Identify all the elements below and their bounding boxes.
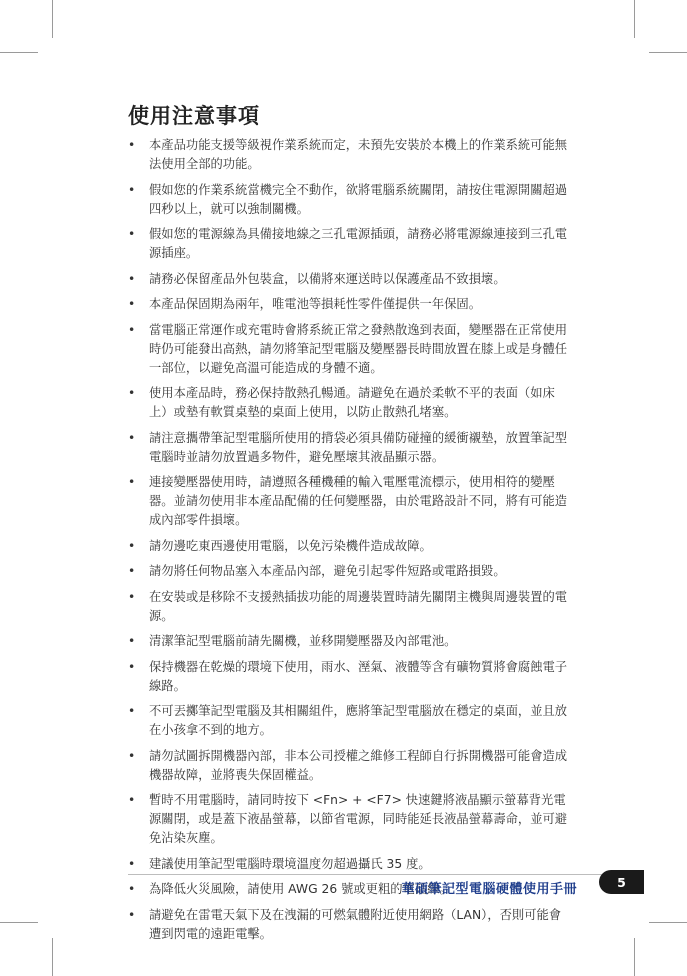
crop-mark [0,922,38,923]
crop-mark [52,0,53,38]
bullet-icon: • [128,475,136,489]
list-item-text: 假如您的作業系統當機完全不動作，欲將電腦系統關閉，請按住電源開關超過四秒以上，就可以強制關機。 [149,182,568,216]
list-item [128,562,568,581]
list-item-text: 請勿試圖拆開機器內部，非本公司授權之維修工程師自行拆開機器可能會造成機器故障，並將喪失保固權益。 [149,748,568,782]
list-item-text: 建議使用筆記型電腦時環境溫度勿超過攝氏 35 度。 [149,856,431,871]
bullet-icon: • [128,856,136,871]
list-item-text: 不可丟擲筆記型電腦及其相關組件，應將筆記型電腦放在穩定的桌面，並且放在小孩拿不到的地方。 [149,704,568,737]
precautions-list [128,136,568,950]
bullet-icon: • [128,634,136,648]
list-item [128,702,568,740]
footer-divider [128,874,644,875]
list-item-text: 請勿將任何物品塞入本產品內部，避免引起零件短路或電路損毀。 [149,564,506,578]
list-item [128,855,568,874]
bullet-icon: • [128,907,136,922]
list-item [128,181,568,219]
crop-mark [649,52,687,53]
bullet-icon: • [128,322,136,337]
list-item [128,384,568,422]
list-item [128,658,568,696]
list-item-text: 請注意攜帶筆記型電腦所使用的揹袋必須具備防碰撞的緩衝襯墊，放置筆記型電腦時並請勿放置過多物件，避免壓壞其液晶顯示器。 [149,430,568,464]
manual-title: 華碩筆記型電腦硬體使用手冊 [401,882,577,897]
list-item [128,906,568,944]
bullet-icon: • [128,182,136,197]
bullet-icon: • [128,538,136,553]
list-item [128,537,568,556]
list-item [128,321,568,378]
bullet-icon: • [128,297,136,311]
bullet-icon: • [128,589,136,604]
list-item [128,136,568,174]
crop-mark [634,938,635,976]
bullet-icon: • [128,430,136,445]
list-item-text: 請避免在雷電天氣下及在洩漏的可燃氣體附近使用網路（LAN），否則可能會遭到閃電的遠距電擊。 [149,907,562,941]
list-item [128,473,568,530]
list-item [128,225,568,263]
bullet-icon: • [128,748,136,763]
list-item-text: 保持機器在乾燥的環境下使用，雨水、溼氣、液體等含有礦物質將會腐蝕電子線路。 [149,659,568,693]
bullet-icon: • [128,659,136,674]
crop-mark [649,922,687,923]
list-item [128,588,568,626]
crop-mark [52,938,53,976]
bullet-icon: • [128,386,136,400]
crop-mark [0,52,38,53]
page-number: 5 [599,870,644,894]
list-item [128,429,568,467]
bullet-icon: • [128,138,136,152]
list-item-text: 使用本產品時，務必保持散熱孔暢通。請避免在過於柔軟不平的表面（如床上）或墊有軟質桌墊的桌面上使用，以防止散熱孔堵塞。 [149,386,555,419]
crop-mark [634,0,635,38]
bullet-icon: • [128,882,136,896]
list-item [128,747,568,785]
list-item-text: 請勿邊吃東西邊使用電腦，以免污染機件造成故障。 [149,538,432,553]
list-item-text: 暫時不用電腦時，請同時按下 <Fn> + <F7> 快速鍵將液晶顯示螢幕背光電源關閉，或是蓋下液晶螢幕，以節省電源，同時能延長液晶螢幕壽命，並可避免沾染灰塵。 [149,793,568,845]
page-title: 使用注意事項 [128,104,260,128]
list-item-text: 當電腦正常運作或充電時會將系統正常之發熱散逸到表面，變壓器在正常使用時仍可能發出高熱，請勿將筆記型電腦及變壓器長時間放置在膝上或是身體任一部位，以避免高溫可能造成的身體不適。 [149,322,568,375]
list-item-text: 清潔筆記型電腦前請先關機，並移開變壓器及內部電池。 [149,634,457,648]
list-item-text: 在安裝或是移除不支援熱插拔功能的周邊裝置時請先關閉主機與周邊裝置的電源。 [149,589,568,623]
bullet-icon: • [128,227,136,241]
list-item [128,791,568,848]
list-item [128,295,568,314]
list-item-text: 為降低火災風險，請使用 AWG 26 號或更粗的電話線。 [149,882,452,896]
list-item-text: 請務必保留產品外包裝盒，以備將來運送時以保護產品不致損壞。 [149,271,506,286]
list-item [128,632,568,651]
bullet-icon: • [128,793,136,807]
bullet-icon: • [128,704,136,718]
list-item-text: 假如您的電源線為具備接地線之三孔電源插頭，請務必將電源線連接到三孔電源插座。 [149,227,568,260]
list-item-text: 本產品功能支援等級視作業系統而定，未預先安裝於本機上的作業系統可能無法使用全部的功能。 [149,138,568,171]
list-item [128,270,568,289]
bullet-icon: • [128,564,136,578]
bullet-icon: • [128,271,136,286]
list-item-text: 本產品保固期為兩年，唯電池等損耗性零件僅提供一年保固。 [149,297,482,311]
list-item-text: 連接變壓器使用時，請遵照各種機種的輸入電壓電流標示，使用相符的變壓器。並請勿使用非本產品配備的任何變壓器，由於電路設計不同，將有可能造成內部零件損壞。 [149,475,568,527]
